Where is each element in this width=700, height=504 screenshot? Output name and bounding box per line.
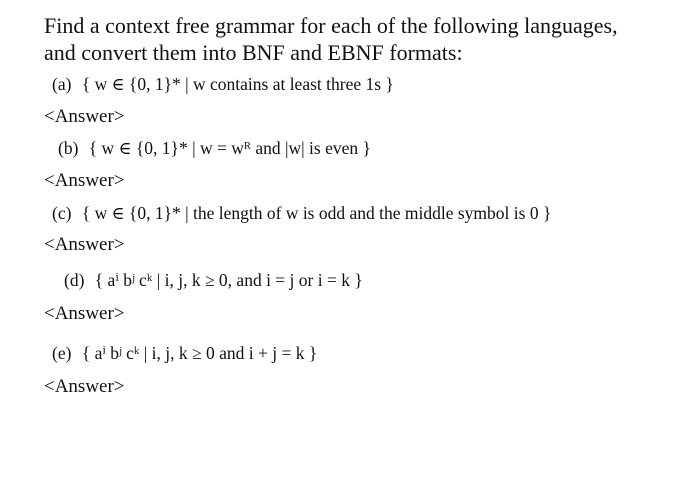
problem-statement-line-2: and convert them into BNF and EBNF formats:: [44, 40, 463, 65]
question-b-label: (b): [58, 138, 79, 158]
question-c-label: (c): [52, 203, 72, 223]
question-d-language: { aⁱ bʲ cᵏ | i, j, k ≥ 0, and i = j or i = k }: [94, 270, 363, 290]
question-b-language: { w ∈ {0, 1}* | w = wᴿ and |w| is even }: [88, 138, 371, 158]
answer-a-placeholder: <Answer>: [44, 106, 125, 127]
question-b: [58, 138, 371, 159]
answer-e-placeholder: <Answer>: [44, 376, 125, 397]
question-a: [52, 74, 394, 95]
answer-d-placeholder: <Answer>: [44, 303, 125, 324]
problem-statement-line-1: Find a context free grammar for each of the following languages,: [44, 13, 618, 38]
question-d-label: (d): [64, 270, 85, 290]
question-c-language: { w ∈ {0, 1}* | the length of w is odd and the middle symbol is 0 }: [81, 203, 552, 223]
problem-statement: [44, 12, 684, 66]
question-c: [52, 203, 551, 224]
question-a-language: { w ∈ {0, 1}* | w contains at least three 1s }: [81, 74, 394, 94]
answer-b-placeholder: <Answer>: [44, 170, 125, 191]
question-e-language: { aⁱ bʲ cᵏ | i, j, k ≥ 0 and i + j = k }: [81, 343, 318, 363]
question-d: [64, 270, 363, 291]
answer-c-placeholder: <Answer>: [44, 234, 125, 255]
question-a-label: (a): [52, 74, 72, 94]
question-e-label: (e): [52, 343, 72, 363]
question-e: [52, 343, 317, 364]
